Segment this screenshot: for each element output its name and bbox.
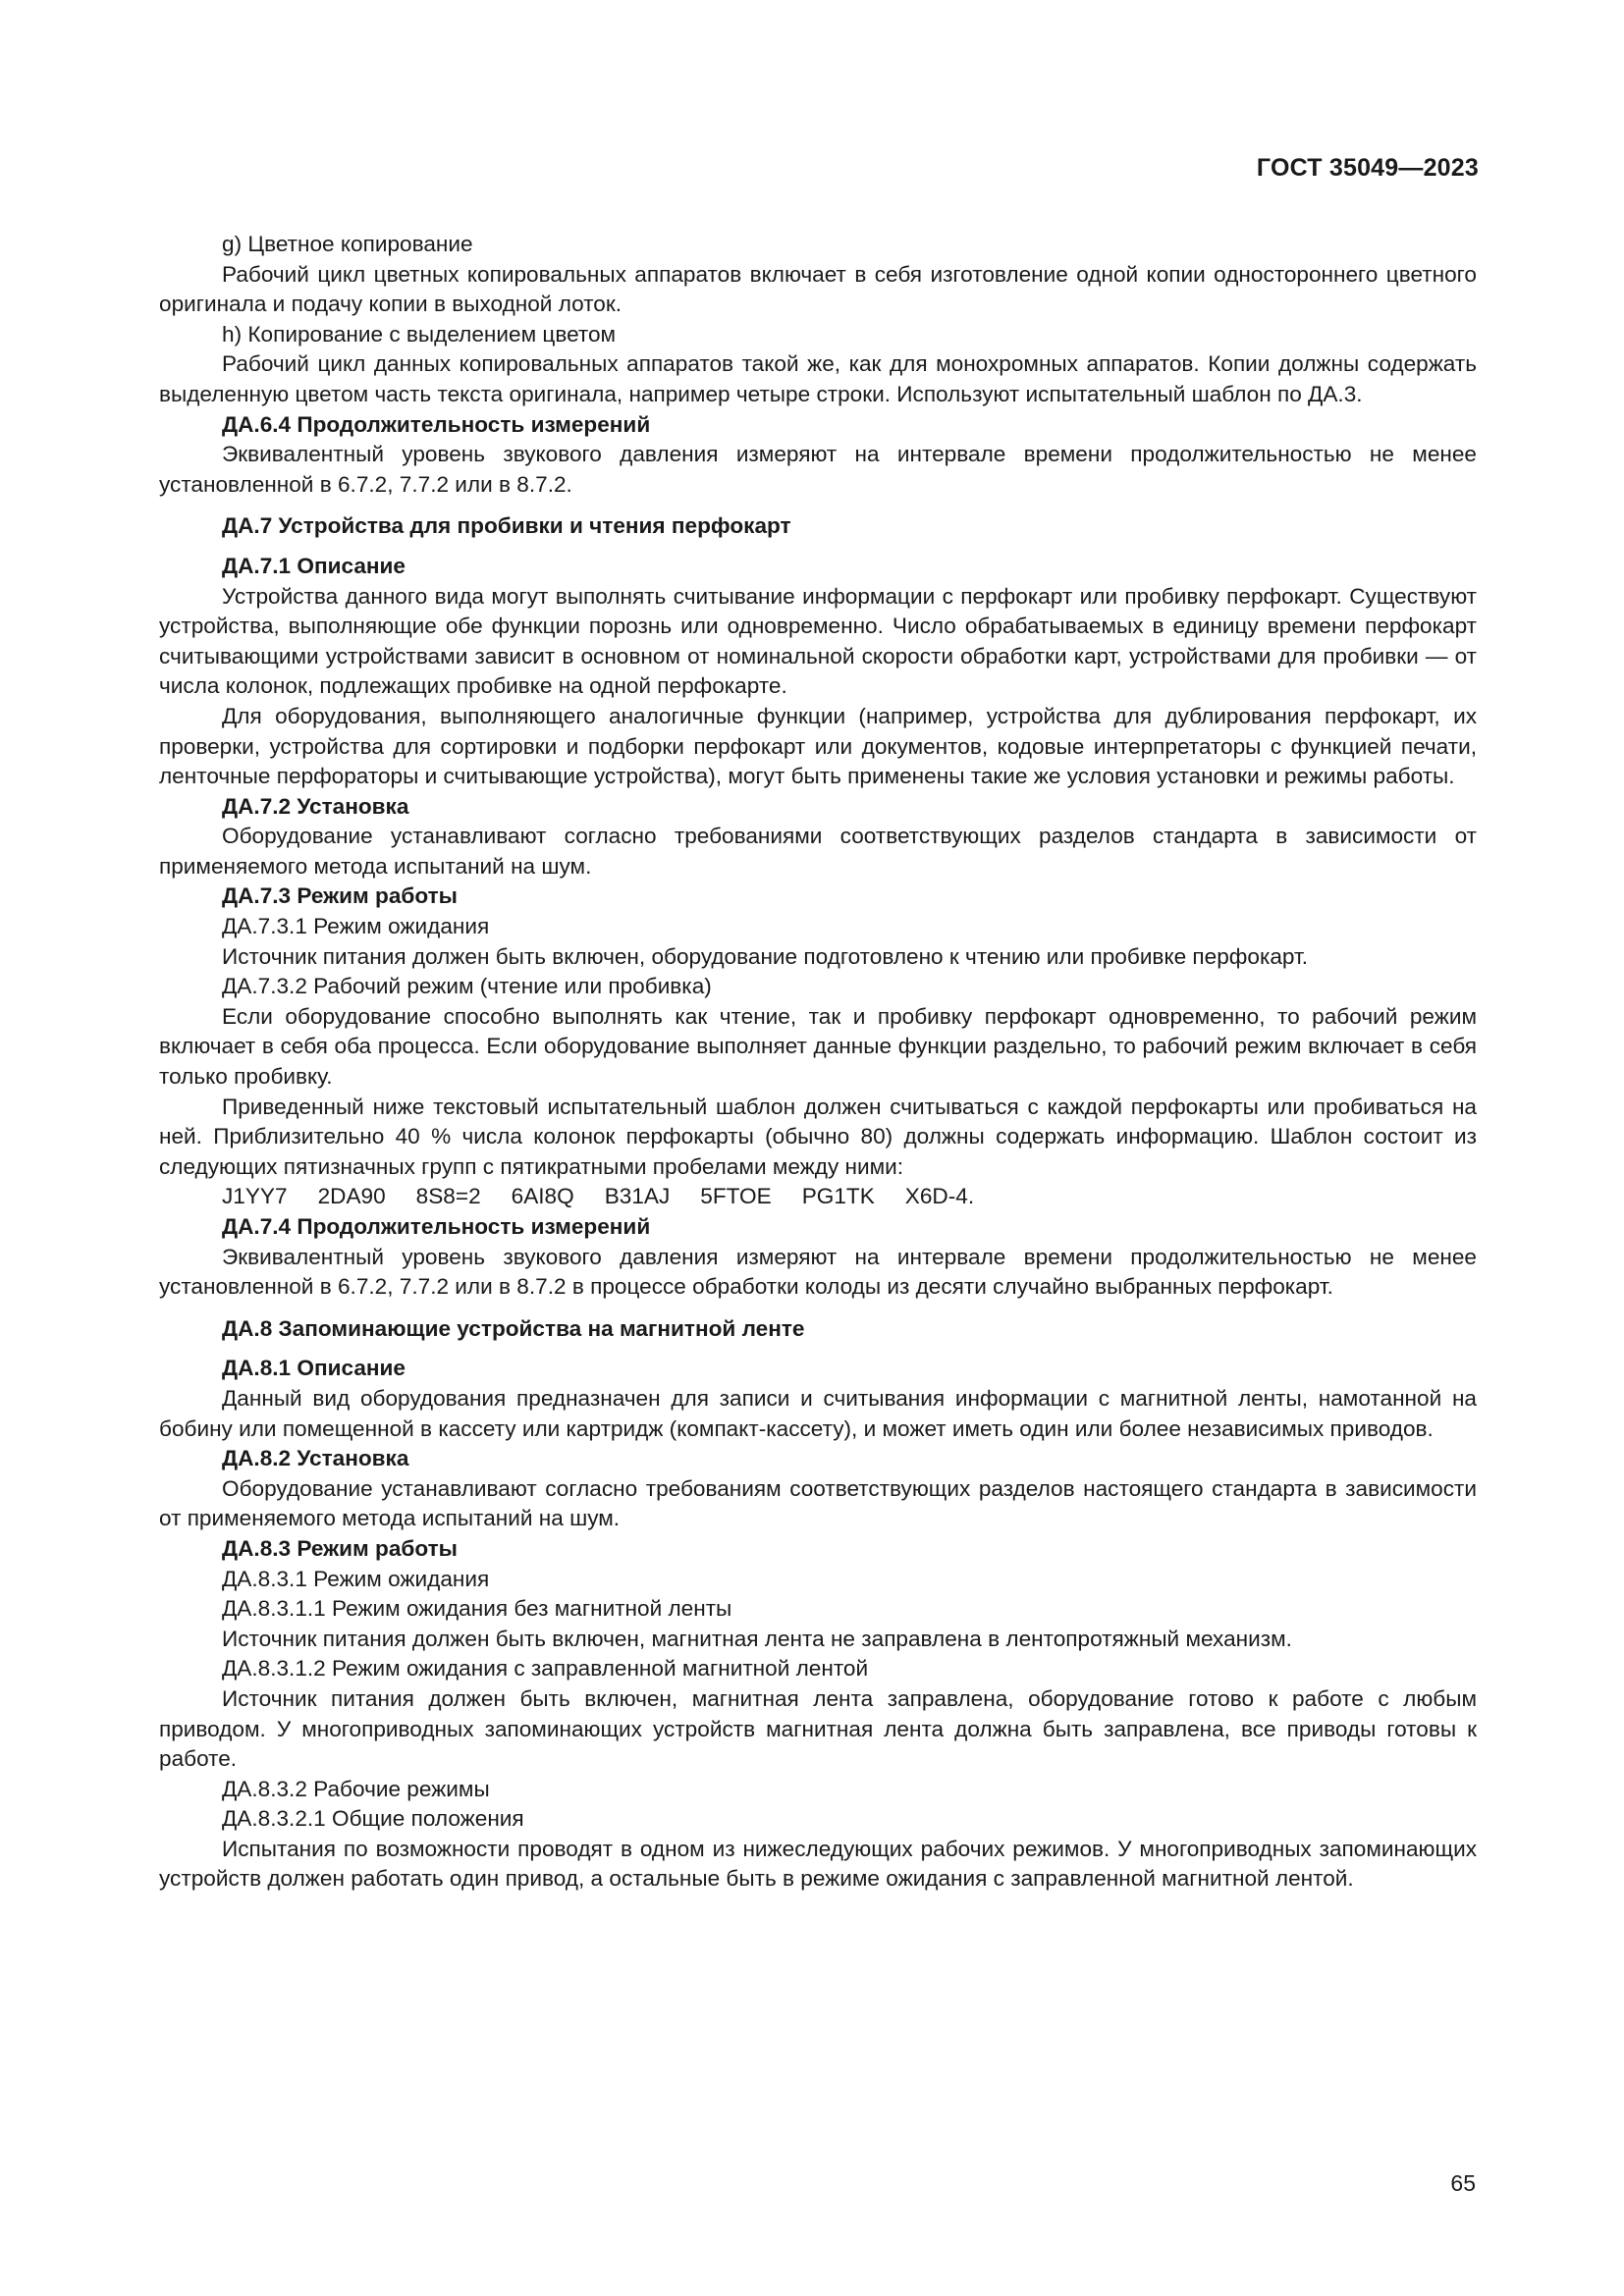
heading-da-8: ДА.8 Запоминающие устройства на магнитной ленте [222, 1315, 805, 1341]
pattern-group: 2DA90 [317, 1184, 386, 1209]
pattern-group: J1YY7 [222, 1184, 288, 1209]
subheading-da-8-3-1-2: ДА.8.3.1.2 Режим ожидания с заправленной магнитной лентой [222, 1656, 869, 1682]
page-number: 65 [1450, 2170, 1476, 2196]
paragraph: Данный вид оборудования предназначен для записи и считывания информации с магнитной ленты, намотанной на бобину или помещенной в кассету или картридж (компакт-кассету), и может иметь один или более независимых приводов. [159, 1385, 1477, 1441]
item-color-copying: g) Цветное копирование [222, 232, 473, 256]
heading-da-7-3: ДА.7.3 Режим работы [222, 883, 458, 909]
subheading-da-8-3-2-1: ДА.8.3.2.1 Общие положения [222, 1806, 524, 1832]
paragraph: Рабочий цикл цветных копировальных аппаратов включает в себя изготовление одной копии одностороннего цветного оригинала и подачу копии в выходной лоток. [159, 261, 1477, 317]
paragraph: Устройства данного вида могут выполнять считывание информации с перфокарт или пробивку перфокарт. Существуют устройства, выполняющие обе функции порознь или одновременно. Число обрабатываемых в единицу времени перфокарт считывающими устройствами зависит в основном от номинальной скорости обработки карт, устройствами для пробивки — от числа колонок, подлежащих пробивке на одной перфокарте. [159, 583, 1477, 699]
item-highlight-copying: h) Копирование с выделением цветом [222, 321, 617, 347]
paragraph: Эквивалентный уровень звукового давления измеряют на интервале времени продолжительностью не менее установленной в 6.7.2, 7.7.2 или в 8.7.2. [159, 442, 1477, 497]
pattern-group: 8S8=2 [415, 1184, 481, 1209]
heading-da-6-4: ДА.6.4 Продолжительность измерений [222, 411, 651, 437]
page-body [159, 230, 1477, 1895]
subheading-da-7-3-1: ДА.7.3.1 Режим ожидания [222, 914, 490, 939]
subheading-da-8-3-1-1: ДА.8.3.1.1 Режим ожидания без магнитной ленты [222, 1596, 732, 1622]
heading-da-7-4: ДА.7.4 Продолжительность измерений [222, 1214, 651, 1239]
paragraph: Приведенный ниже текстовый испытательный шаблон должен считываться с каждой перфокарты или пробиваться на ней. Приблизительно 40 % числа колонок перфокарты (обычно 80) должны содержать информацию. Шаблон состоит из следующих пятизначных групп с пятикратными пробелами между ними: [159, 1094, 1477, 1179]
heading-da-7-1: ДА.7.1 Описание [222, 553, 406, 578]
heading-da-8-2: ДА.8.2 Установка [222, 1446, 409, 1471]
pattern-group: 6AI8Q [511, 1184, 574, 1209]
paragraph: Испытания по возможности проводят в одном из нижеследующих рабочих режимов. У многоприводных запоминающих устройств должен работать один привод, а остальные быть в режиме ожидания с заправленной магнитной лентой. [159, 1836, 1477, 1892]
heading-da-7: ДА.7 Устройства для пробивки и чтения перфокарт [222, 513, 791, 539]
pattern-group: B31AJ [604, 1184, 671, 1209]
subheading-da-8-3-2: ДА.8.3.2 Рабочие режимы [222, 1776, 490, 1801]
paragraph: Оборудование устанавливают согласно требованиям соответствующих разделов настоящего стандарта в зависимости от применяемого метода испытаний на шум. [159, 1475, 1477, 1531]
heading-da-7-2: ДА.7.2 Установка [222, 793, 409, 819]
paragraph: Источник питания должен быть включен, магнитная лента заправлена, оборудование готово к работе с любым приводом. У многоприводных запоминающих устройств магнитная лента должна быть заправлена, все приводы готовы к работе. [159, 1685, 1477, 1772]
paragraph: Рабочий цикл данных копировальных аппаратов такой же, как для монохромных аппаратов. Копии должны содержать выделенную цветом часть текста оригинала, например четыре строки. Используют испытательный шаблон по ДА.3. [159, 351, 1477, 406]
pattern-group: 5FTOE [700, 1184, 772, 1209]
paragraph: Источник питания должен быть включен, магнитная лента не заправлена в лентопротяжный механизм. [222, 1626, 1292, 1651]
paragraph: Если оборудование способно выполнять как чтение, так и пробивку перфокарт одновременно, то рабочий режим включает в себя оба процесса. Если оборудование выполняет данные функции раздельно, то рабочий режим включает в себя только пробивку. [159, 1003, 1477, 1090]
heading-da-8-3: ДА.8.3 Режим работы [222, 1535, 458, 1561]
heading-da-8-1: ДА.8.1 Описание [222, 1356, 406, 1381]
paragraph: Источник питания должен быть включен, оборудование подготовлено к чтению или пробивке перфокарт. [222, 943, 1309, 969]
subheading-da-8-3-1: ДА.8.3.1 Режим ожидания [222, 1566, 490, 1591]
subheading-da-7-3-2: ДА.7.3.2 Рабочий режим (чтение или пробивка) [222, 974, 712, 999]
test-pattern [159, 1182, 1477, 1212]
paragraph: Оборудование устанавливают согласно требованиями соответствующих разделов стандарта в зависимости от применяемого метода испытаний на шум. [159, 824, 1477, 879]
paragraph: Эквивалентный уровень звукового давления измеряют на интервале времени продолжительностью не менее установленной в 6.7.2, 7.7.2 или в 8.7.2 в процессе обработки колоды из десяти случайно выбранных перфокарт. [159, 1244, 1477, 1300]
document-id: ГОСТ 35049—2023 [1256, 154, 1479, 182]
paragraph: Для оборудования, выполняющего аналогичные функции (например, устройства для дублирования перфокарт, их проверки, устройства для сортировки и подборки перфокарт или документов, кодовые интерпретаторы с функцией печати, ленточные перфораторы и считывающие устройства), могут быть применены такие же условия установки и режимы работы. [159, 703, 1477, 789]
pattern-group: X6D-4. [904, 1184, 975, 1209]
pattern-group: PG1TK [801, 1184, 875, 1209]
